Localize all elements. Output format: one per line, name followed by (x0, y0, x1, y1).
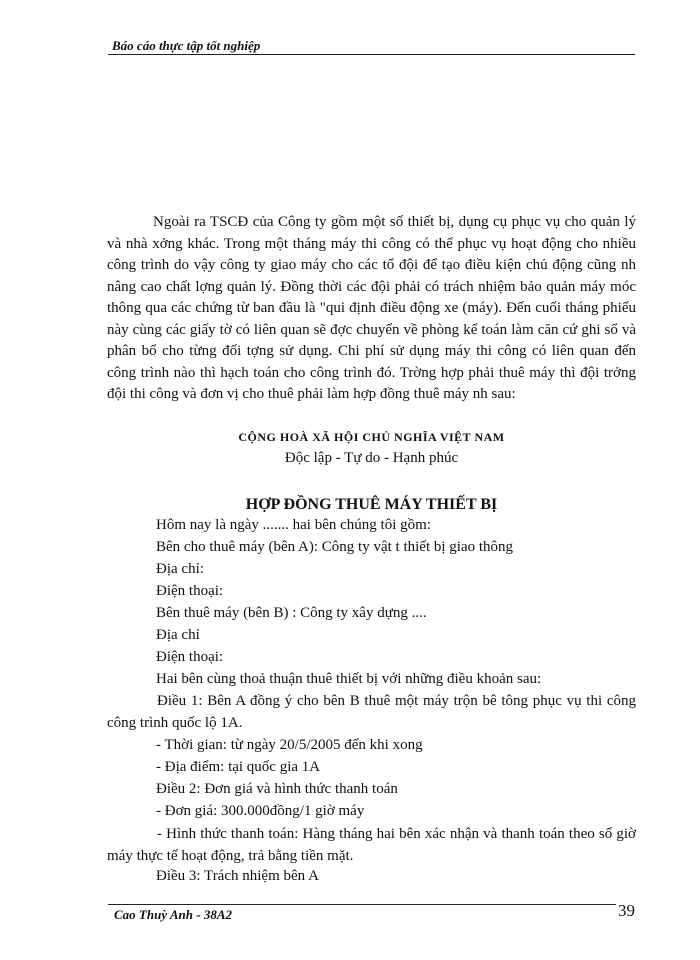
contract-line: Địa chỉ (156, 627, 200, 643)
contract-line: - Thời gian: từ ngày 20/5/2005 đến khi xong (156, 737, 423, 753)
article-3: Điều 3: Trách nhiệm bên A (156, 868, 319, 884)
footer-rule (108, 904, 616, 905)
body-paragraph: Ngoài ra TSCĐ của Công ty gồm một số thiết bị, dụng cụ phục vụ cho quản lý và nhà xởng khác. Trong một tháng máy thi công có thể phục vụ hoạt động cho nhiều công trình do vậy công ty giao máy cho các tổ đội để tạo điều kiện chủ động cũng nh nâng cao chất lợng quản lý. Đồng thời các đội phải có trách nhiệm bảo quản máy móc thông qua các chứng từ ban đầu là "qui định điều động xe (máy). Đến cuối tháng phiếu này cùng các giấy tờ có liên quan sẽ đợc chuyển về phòng kế toán làm căn cứ ghi sổ và phân bổ cho từng đối tợng sử dụng. Chi phí sử dụng máy thi công có liên quan đến công trình nào thì hạch toán cho công trình đó. Trờng hợp phải thuê máy thì đội trởng đội thi công và đơn vị cho thuê phải làm hợp đồng thuê máy nh sau: (107, 214, 636, 402)
contract-line: Điện thoại: (156, 583, 224, 599)
republic-heading: CỘNG HOÀ XÃ HỘI CHỦ NGHĨA VIỆT NAM (238, 430, 505, 444)
contract-line: Điều 2: Đơn giá và hình thức thanh toán (156, 781, 398, 797)
contract-line: - Địa điểm: tại quốc gia 1A (156, 759, 321, 775)
contract-line: Hôm nay là ngày ....... hai bên chúng tôi gồm: (156, 517, 431, 533)
contract-line: Địa chỉ: (156, 561, 204, 577)
payment-form: - Hình thức thanh toán: Hàng tháng hai bên xác nhận và thanh toán theo số giờ máy thực tế hoạt động, trả bằng tiền mặt. (107, 826, 636, 864)
contract-line: Điện thoại: (156, 649, 224, 665)
contract-line: Bên thuê máy (bên B) : Công ty xây dựng .... (156, 605, 427, 621)
contract-line: Hai bên cùng thoả thuận thuê thiết bị với những điều khoản sau: (156, 671, 542, 687)
contract-line: - Đơn giá: 300.000đồng/1 giờ máy (156, 803, 365, 819)
header-title: Báo cáo thực tập tốt nghiệp (112, 38, 261, 53)
contract-line: Bên cho thuê máy (bên A): Công ty vật t thiết bị giao thông (156, 539, 514, 555)
article-1: Điều 1: Bên A đồng ý cho bên B thuê một máy trộn bê tông phục vụ thi công công trình quốc lộ 1A. (107, 693, 636, 731)
footer-author: Cao Thuỳ Anh - 38A2 (114, 907, 232, 922)
motto: Độc lập - Tự do - Hạnh phúc (284, 450, 459, 466)
contract-title: HỢP ĐỒNG THUÊ MÁY THIẾT BỊ (245, 496, 498, 513)
page-number: 39 (618, 901, 635, 920)
